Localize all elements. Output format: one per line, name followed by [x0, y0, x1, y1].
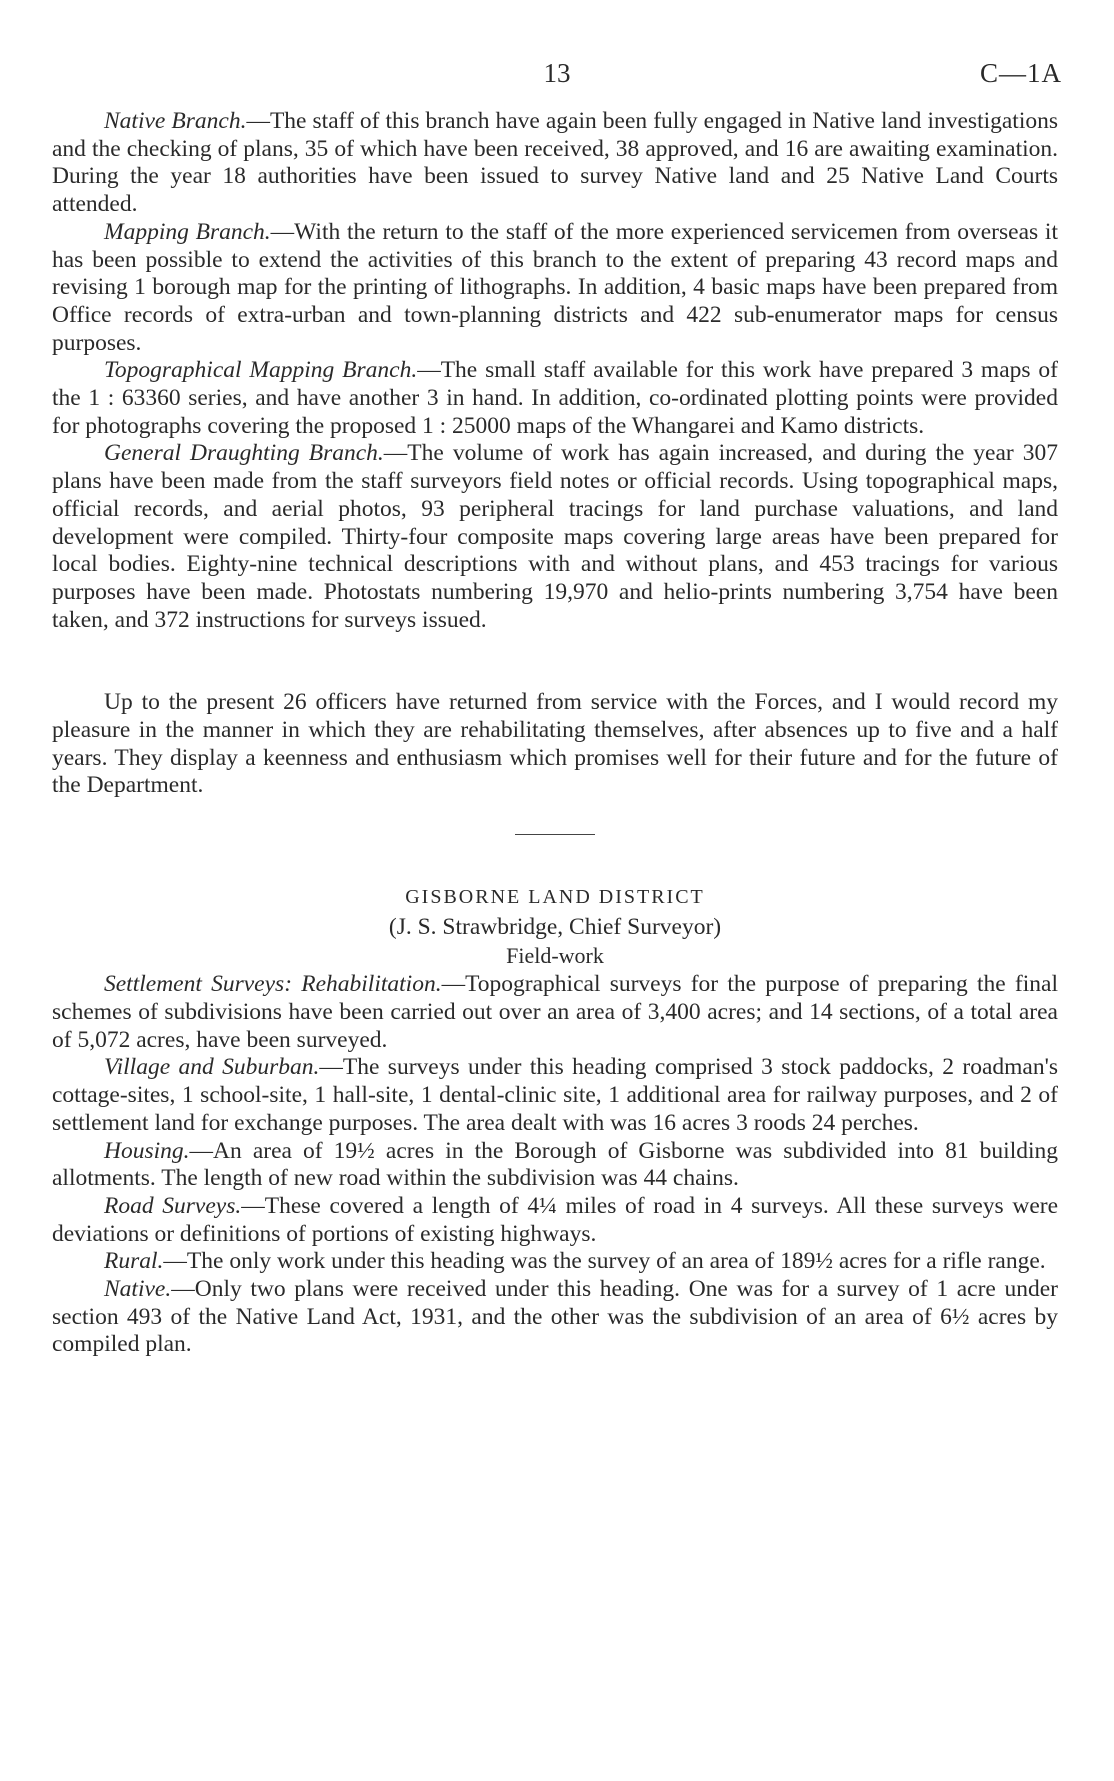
paragraph-text: —The staff of this branch have again been fully engaged in Native land investigations and the checking of plans, 35 of which have been received, 38 approved, and 16 are awaiting examination. During the year 18 authorities have been issued to survey Native land and 25 Native Land Courts attended. — [52, 108, 1059, 218]
paragraph-text: —Topographical surveys for the purpose of preparing the final schemes of subdivisions have been carried out over an area of 3,400 acres; and 14 sections, of a total area of 5,072 acres, have been surveyed. — [52, 971, 1058, 1053]
paragraph-text: —The small staff available for this work have prepared 3 maps of the 1 : 63360 series, and have another 3 in hand. In addition, co-ordinated plotting points were provided for photographs covering the proposed 1 : 25000 maps of the Whangarei and Kamo districts. — [52, 357, 1058, 439]
paragraph-native-branch — [52, 108, 1058, 219]
paragraph-topographical-branch — [52, 357, 1058, 440]
paragraph-native — [52, 1276, 1058, 1359]
paragraph-gap — [52, 634, 1058, 689]
paragraph-heading: Native. — [104, 1276, 172, 1303]
paragraph-heading: Settlement Surveys: Rehabilitation. — [104, 971, 442, 998]
document-code: C—1A — [979, 58, 1062, 88]
chief-surveyor-line: (J. S. Strawbridge, Chief Surveyor) — [388, 913, 722, 940]
section-divider — [515, 834, 595, 835]
paragraph-rural — [52, 1248, 1058, 1276]
page-number: 13 — [543, 58, 571, 88]
paragraph-housing — [52, 1138, 1058, 1193]
paragraph-road-surveys — [52, 1193, 1058, 1248]
paragraph-text: —With the return to the staff of the more experienced servicemen from overseas it has been possible to extend the activities of this branch to the extent of preparing 43 record maps and revising 1 borough map for the printing of lithographs. In addition, 4 basic maps have been prepared from Office records of extra-urban and town-planning districts and 422 sub-enumerator maps for census purposes. — [52, 218, 1058, 356]
paragraph-mapping-branch — [52, 219, 1058, 358]
paragraph-text: —An area of 19½ acres in the Borough of Gisborne was subdivided into 81 building allotments. The length of new road within the subdivision was 44 chains. — [52, 1137, 1058, 1192]
field-work-heading: Field-work — [506, 942, 604, 968]
paragraph-text: —Only two plans were received under this heading. One was for a survey of 1 acre under section 493 of the Native Land Act, 1931, and the other was the subdivision of an area of 6½ acres by compiled plan. — [52, 1276, 1058, 1358]
paragraph-heading: Topographical Mapping Branch. — [104, 357, 418, 384]
paragraph-heading: Native Branch. — [104, 108, 247, 134]
paragraph-text: —The only work under this heading was the survey of an area of 189½ acres for a rifle range. — [163, 1248, 1046, 1275]
paragraph-heading: Road Surveys. — [104, 1192, 242, 1219]
paragraph-heading: Housing. — [104, 1137, 190, 1164]
paragraph-text: —These covered a length of 4¼ miles of road in 4 surveys. All these surveys were deviations or definitions of portions of existing highways. — [52, 1192, 1059, 1247]
paragraph-village-suburban — [52, 1054, 1058, 1137]
page-body — [52, 108, 1058, 1359]
paragraph-text: —The surveys under this heading comprised 3 stock paddocks, 2 roadman's cottage-sites, 1 school-site, 1 hall-site, 1 dental-clinic site, 1 additional area for railway purposes, and 2 of settlement land for exchange purposes. The area dealt with was 16 acres 3 roods 24 perches. — [52, 1054, 1058, 1136]
paragraph-heading: General Draughting Branch. — [104, 440, 384, 467]
paragraph-settlement-surveys — [52, 971, 1058, 1054]
paragraph-text: —The volume of work has again increased, and during the year 307 plans have been made from the staff surveyors field notes or official records. Using topographical maps, official records, and aerial photos, 93 peripheral tracings for land purchase valuations, and land development were compiled. Thirty-four composite maps covering large areas have been prepared for local bodies. Eighty-nine technical descriptions with and without plans, and 453 tracings for various purposes have been made. Photostats numbering 19,970 and helio-prints numbering 3,754 have been taken, and 372 instructions for surveys issued. — [52, 440, 1058, 633]
paragraph-closing: Up to the present 26 officers have returned from service with the Forces, and I would record my pleasure in the manner in which they are rehabilitating themselves, after absences up to five and a half years. They display a keenness and enthusiasm which promises well for their future and for the future of the Department. — [52, 689, 1058, 799]
page-header — [52, 58, 1062, 92]
paragraph-heading: Mapping Branch. — [104, 218, 271, 245]
paragraph-heading: Rural. — [104, 1248, 164, 1275]
paragraph-draughting-branch — [52, 440, 1058, 634]
district-heading: GISBORNE LAND DISTRICT — [405, 886, 705, 909]
paragraph-heading: Village and Suburban. — [104, 1054, 320, 1081]
